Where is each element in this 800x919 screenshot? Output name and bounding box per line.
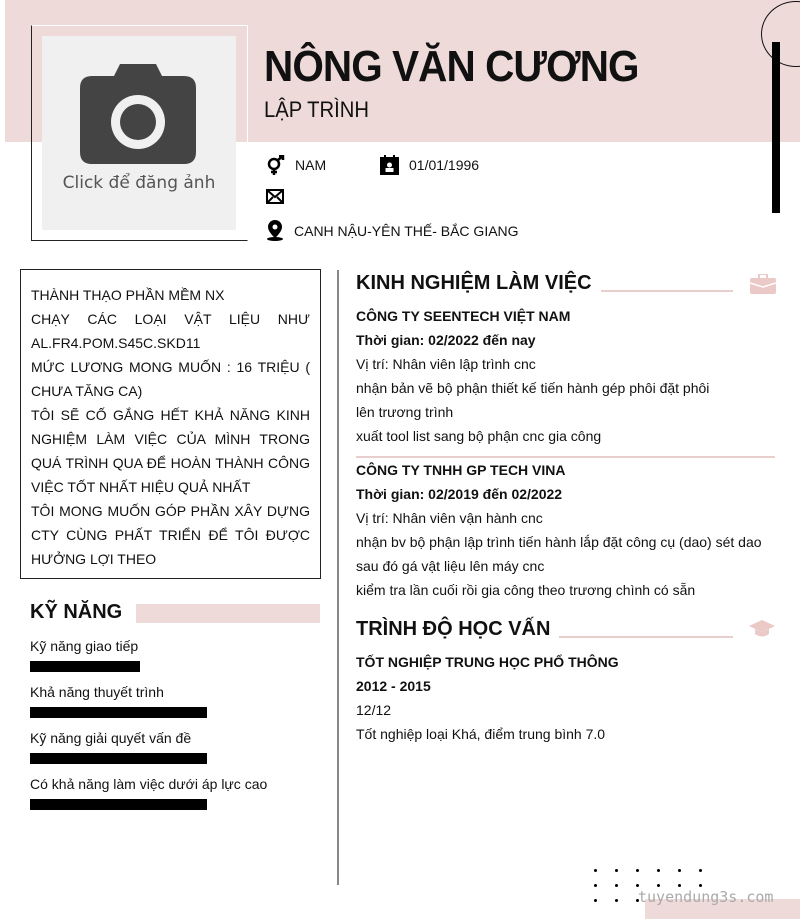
job-entry bbox=[356, 304, 776, 448]
job-line: lên trương trình bbox=[356, 404, 454, 420]
camera-icon bbox=[80, 64, 196, 164]
job-company: CÔNG TY TNHH GP TECH VINA bbox=[356, 462, 566, 478]
location-icon bbox=[266, 220, 284, 241]
mail-icon bbox=[266, 189, 284, 204]
about-line: THÀNH THẠO PHẦN MỀM NX bbox=[31, 287, 225, 303]
skill-bar bbox=[30, 707, 207, 718]
gender-icon bbox=[265, 155, 285, 175]
job-time: Thời gian: 02/2019 đến 02/2022 bbox=[356, 486, 563, 502]
job-time: Thời gian: 02/2022 đến nay bbox=[356, 332, 536, 348]
skills-title: KỸ NĂNG bbox=[30, 601, 123, 623]
title-line bbox=[601, 290, 733, 292]
job-line: Vị trí: Nhân viên lập trình cnc bbox=[356, 356, 536, 372]
email-item bbox=[266, 189, 294, 204]
photo-upload[interactable] bbox=[42, 36, 236, 230]
skill-bar bbox=[30, 661, 140, 672]
job-line: kiểm tra lần cuối rồi gia công theo trương chình có sẵn bbox=[356, 582, 696, 598]
job-line: xuất tool list sang bộ phận cnc gia công bbox=[356, 428, 602, 444]
job-line: nhận bv bộ phận lập trình tiến hành lắp đặt công cụ (dao) sét dao bbox=[356, 534, 762, 550]
education-line: Tốt nghiệp loại Khá, điểm trung bình 7.0 bbox=[356, 726, 606, 742]
job-entry bbox=[356, 458, 776, 602]
job-line: nhận bản vẽ bộ phận thiết kế tiến hành gép phôi đặt phôi bbox=[356, 380, 710, 396]
skills-title-bar bbox=[136, 604, 320, 623]
calendar-icon bbox=[380, 155, 399, 175]
address-value: CANH NẬU-YÊN THẾ- BẮC GIANG bbox=[294, 222, 519, 239]
gender-item bbox=[265, 155, 326, 175]
candidate-role: LẬP TRÌNH bbox=[264, 97, 369, 122]
education-title: TRÌNH ĐỘ HỌC VẤN bbox=[356, 618, 551, 640]
job-line: sau đó gá vật liệu lên máy cnc bbox=[356, 558, 545, 574]
column-divider bbox=[337, 270, 339, 885]
photo-caption: Click để đăng ảnh bbox=[62, 173, 216, 193]
about-line: TÔI MONG MUỐN GÓP PHẦN XÂY DỰNG CTY CÙNG PHẤT TRIỂN ĐỂ TÔI ĐƯỢC HƯỞNG LỢI THEO bbox=[31, 503, 310, 567]
education-years: 2012 - 2015 bbox=[356, 678, 431, 694]
birthday-item bbox=[380, 155, 479, 175]
about-box bbox=[20, 269, 321, 579]
graduation-cap-icon bbox=[749, 620, 775, 638]
about-line: MỨC LƯƠNG MONG MUỐN : 16 TRIỆU ( CHƯA TĂNG CA) bbox=[31, 359, 310, 399]
education-entry bbox=[356, 650, 776, 746]
briefcase-icon bbox=[750, 274, 776, 294]
address-item bbox=[266, 220, 519, 241]
about-line: CHẠY CÁC LOẠI VẬT LIỆU NHƯ AL.FR4.POM.S45C.SKD11 bbox=[31, 311, 310, 351]
watermark: tuyendung3s.com bbox=[638, 888, 774, 906]
education-school: TỐT NGHIỆP TRUNG HỌC PHỔ THÔNG bbox=[356, 654, 619, 670]
skill-label: Khả năng thuyết trình bbox=[30, 684, 164, 700]
skill-bar bbox=[30, 753, 207, 764]
experience-title: KINH NGHIỆM LÀM VIỆC bbox=[356, 272, 592, 294]
about-line: TÔI SẼ CỐ GẮNG HẾT KHẢ NĂNG KINH NGHIỆM LÀM VIỆC CỦA MÌNH TRONG QUÁ TRÌNH QUA ĐỂ HOÀN THÀNH CÔNG VIỆC TỐT NHẤT HIỆU QUẢ NHẤT bbox=[31, 407, 310, 495]
job-company: CÔNG TY SEENTECH VIỆT NAM bbox=[356, 308, 571, 324]
candidate-name: NÔNG VĂN CƯƠNG bbox=[264, 42, 639, 91]
skill-bar bbox=[30, 799, 207, 810]
job-line: Vị trí: Nhân viên vận hành cnc bbox=[356, 510, 543, 526]
skill-label: Có khả năng làm việc dưới áp lực cao bbox=[30, 776, 268, 792]
education-line: 12/12 bbox=[356, 702, 392, 718]
gender-value: NAM bbox=[295, 157, 327, 173]
skill-label: Kỹ năng giải quyết vấn đề bbox=[30, 730, 192, 746]
title-line bbox=[559, 636, 733, 638]
decor-bar bbox=[772, 42, 780, 213]
skill-label: Kỹ năng giao tiếp bbox=[30, 638, 139, 654]
birthday-value: 01/01/1996 bbox=[409, 157, 480, 173]
